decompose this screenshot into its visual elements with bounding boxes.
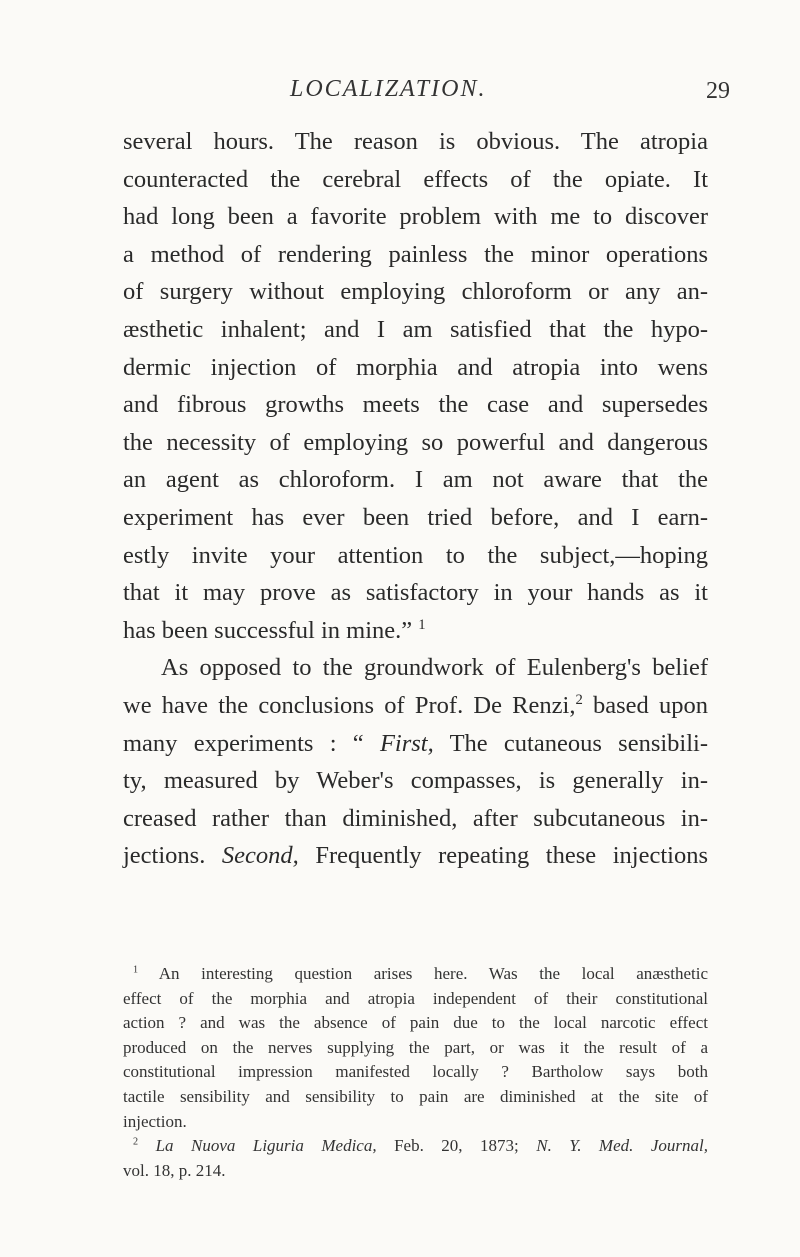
- emphasis-second: Second,: [221, 842, 299, 870]
- footnote-2-line: [123, 1134, 708, 1159]
- text-line: an agent as chloroform. I am not aware that the: [123, 466, 708, 494]
- text-segment: based upon: [582, 691, 708, 719]
- footnote-1-line: produced on the nerves supplying the part, or was it the result of a: [123, 1037, 708, 1057]
- text-line: and fibrous growths meets the case and supersedes: [123, 391, 708, 419]
- text-line: æsthetic inhalent; and I am satisfied that the hypo-: [123, 315, 708, 343]
- journal-title: La Nuova Liguria Medica,: [155, 1136, 377, 1156]
- text-segment: we have the conclusions of Prof. De Renzi,: [123, 691, 576, 719]
- text-segment: jections.: [123, 842, 222, 870]
- text-segment: Frequently repeating these injections: [298, 842, 708, 870]
- footnote-1-line: tactile sensibility and sensibility to pain are diminished at the site of: [123, 1086, 708, 1106]
- text-segment: Feb. 20, 1873;: [376, 1136, 537, 1156]
- footnotes: [123, 962, 708, 1183]
- text-segment: The cutaneous sensibili-: [433, 729, 708, 757]
- text-segment: has been successful in mine.”: [123, 616, 413, 644]
- journal-title: N. Y. Med. Journal,: [536, 1136, 708, 1156]
- footnote-2-marker: 2: [133, 1136, 139, 1148]
- text-segment: An interesting question arises here. Was the local anæsthetic: [158, 964, 709, 983]
- text-line: estly invite your attention to the subject,—hoping: [123, 541, 708, 569]
- footnote-1-line: injection.: [123, 1111, 187, 1131]
- footnote-1-line: constitutional impression manifested locally ? Bartholow says both: [123, 1062, 708, 1082]
- footnote-2-line: vol. 18, p. 214.: [123, 1160, 226, 1180]
- footnote-ref-1: 1: [418, 616, 426, 633]
- paragraph-2-line: [123, 837, 708, 875]
- text-line: of surgery without employing chloroform or any an-: [123, 278, 708, 306]
- text-line: several hours. The reason is obvious. The atropia: [123, 128, 708, 155]
- page-number: 29: [706, 78, 730, 104]
- text-segment: many experiments : “: [123, 729, 380, 757]
- emphasis-first: First,: [379, 729, 434, 757]
- paragraph-2-line: ty, measured by Weber's compasses, is generally in-: [123, 767, 708, 795]
- paragraph-2-line: creased rather than diminished, after subcutaneous in-: [123, 804, 708, 832]
- text-line: that it may prove as satisfactory in your hands as it: [123, 579, 708, 607]
- text-line: a method of rendering painless the minor operations: [123, 240, 708, 268]
- footnote-1-marker: 1: [133, 964, 139, 976]
- text-line: dermic injection of morphia and atropia into wens: [123, 353, 708, 381]
- footnote-1-line: effect of the morphia and atropia independent of their constitutional: [123, 988, 708, 1008]
- text-line: the necessity of employing so powerful and dangerous: [123, 428, 708, 456]
- paragraph-2-line: [123, 687, 708, 725]
- text-line: experiment has ever been tried before, and I earn-: [123, 503, 708, 531]
- paragraph-2-line: As opposed to the groundwork of Eulenberg's belief: [161, 654, 708, 682]
- footnote-1-line: action ? and was the absence of pain due to the local narcotic effect: [123, 1013, 708, 1033]
- footnote-ref-2: 2: [575, 691, 583, 708]
- text-line: had long been a favorite problem with me to discover: [123, 203, 708, 231]
- paragraph-2-line: [123, 725, 708, 763]
- running-title: LOCALIZATION.: [290, 76, 487, 102]
- footnote-1-line: [123, 962, 708, 987]
- text-line: [123, 612, 708, 650]
- text-line: counteracted the cerebral effects of the opiate. It: [123, 165, 708, 193]
- running-head: [0, 76, 800, 106]
- body-text: [123, 123, 708, 875]
